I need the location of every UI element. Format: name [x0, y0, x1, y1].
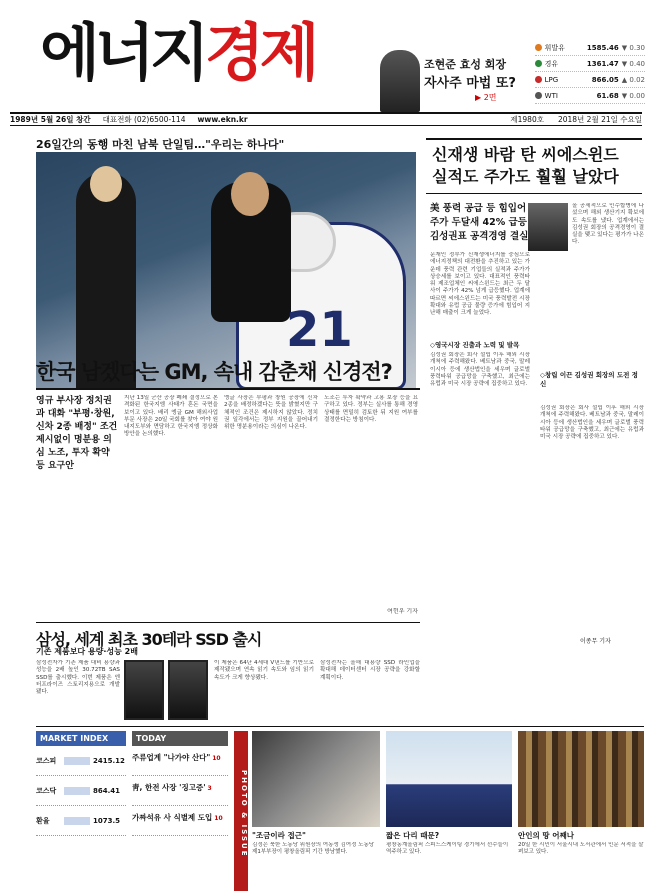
ssd-body-col1: 삼성전자가 기존 제품 대비 용량과 성능을 2배 높인 30.72TB SAS SSD를 출시했다. 이번 제품은 엔터프라이즈 스토리지용으로 개발됐다.: [36, 660, 120, 696]
fuel-price-ticker: [535, 40, 645, 104]
gm-body-col1: 지난 13일 군산 공장 폐쇄 결정으로 본격화된 한국지엠 사태가 혼돈 국면을 보이고 있다. 배리 엥글 GM 해외사업부문 사장은 20일 국회를 찾아 여야 원내지도부와 면담하고 한국지엠 정상화 방안을 논의했다.: [124, 395, 218, 438]
today-item[interactable]: 靑, 한전 사장 '징고증' 3: [132, 776, 228, 806]
market-row: 코스닥 864.41: [36, 776, 126, 806]
photo-issue-image: [386, 731, 512, 827]
ssd-headline[interactable]: 삼성, 세계 최초 30테라 SSD 출시: [36, 622, 420, 650]
photo-issue-item[interactable]: 짧은 다리 때문? 평창동계올림픽 스피드스케이팅 경기에서 선수들이 역주하고 있다.: [386, 731, 512, 891]
newspaper-logo[interactable]: [40, 16, 315, 89]
ceo-portrait: [528, 203, 568, 251]
right-section-heading2: ◇창립 이끈 김성권 회장의 도전 정신: [540, 371, 638, 388]
gasoline-dot-icon: [535, 44, 542, 51]
right-title-line2: 실적도 주가도 훨훨 날았다: [432, 167, 619, 186]
today-item[interactable]: 가짜석유 사 식별제 도입 10: [132, 806, 228, 836]
photo-issue-item[interactable]: 안인의 땅 어째나 20일 한 시민이 서울시내 도서관에서 인문 서적을 살펴보고 있다.: [518, 731, 644, 891]
info-bar: [10, 112, 642, 126]
hockey-photo[interactable]: [36, 152, 416, 390]
logo-part-energy: 에너지: [40, 16, 205, 89]
ticker-row: 경유 1361.47 ▼ 0.40: [535, 56, 645, 72]
market-index: [36, 731, 126, 836]
photo-issue-image: [518, 731, 644, 827]
ticker-row: 휘발유 1585.46 ▼ 0.30: [535, 40, 645, 56]
right-body-col1b: 김성권 회장은 회사 설립 이후 해외 시장 개척에 주력해왔다. 베트남과 중국, 말레이시아 등에 생산법인을 세우며 글로벌 풍력타워 공급망을 구축했고, 최근에는 유럽과 미국 시장 공략에 집중하고 있다.: [430, 352, 530, 388]
ssd-subhead: 기존 제품보다 용량·성능 2배: [36, 647, 138, 656]
today-title: TODAY: [132, 731, 228, 746]
ticker-row: LPG 866.05 ▲ 0.02: [535, 72, 645, 88]
site-url[interactable]: www.ekn.kr: [197, 115, 248, 124]
diesel-dot-icon: [535, 60, 542, 67]
right-body-col3: 김성권 회장은 회사 설립 이후 해외 시장 개척에 주력해왔다. 베트남과 중국, 말레이시아 등에 생산법인을 세우며 글로벌 풍력타워 공급망을 구축했고, 최근에는 유럽과 미국 시장 공략에 집중하고 있다.: [540, 405, 644, 441]
right-subhead: 美 풍력 공급 등 힘입어 주가 두달새 42% 급등 김성권표 공격경영 결실: [430, 203, 529, 242]
photo-figure-coach: [211, 182, 291, 322]
right-body-col2: 올 공세적으로 인수합병에 나섰으며 해외 생산기지 확보에도 속도를 냈다. 업계에서는 김성권 회장의 공격경영이 결실을 맺고 있다는 평가가 나온다.: [572, 203, 644, 246]
ssd-body-col2: 이 제품은 64단 4세대 V낸드를 기반으로 제작됐으며 연속 읽기 속도와 임의 읽기 속도가 크게 향상됐다.: [214, 660, 314, 681]
gm-subhead: 영규 부사장 정치권과 대화 "부평·창원, 신차 2종 배정" 조건 제시없이 명분용 의심 노조, 투자 확약 등 요구안: [36, 396, 118, 471]
photo-issue-item[interactable]: "조금이라 접근" 김정은 북한 노동당 위원장의 여동생 김여정 노동당 제1부부장이 평창올림픽 기간 방남했다.: [252, 731, 380, 891]
founded-date: 1989년 5월 26일 창간: [10, 115, 91, 124]
market-title: MARKET INDEX: [36, 731, 126, 746]
ssd-drive: [124, 660, 164, 720]
right-section-heading1: ◇영국시장 진출과 노력 및 발목: [430, 341, 520, 349]
logo-part-economy: 경제: [204, 16, 315, 89]
market-sparkline: [64, 817, 90, 825]
right-byline: 이종무 기자: [580, 638, 611, 645]
right-body-col1: 문재인 정부가 신재생에너지를 중심으로 에너지정책의 대전환을 추진하고 있는 가운데 풍력 관련 기업들의 실적과 주가가 상승세를 보이고 있다. 대표적인 풍력타워 제조업체인 씨에스윈드는 최근 두 달 사이 주가가 42% 넘게 급등했다. 업계에 따르면 씨에스윈드는 미국 풍력발전 시장 확대와 유럽 공급 물량 증가에 힘입어 지난해 매출이 크게 늘었다.: [430, 252, 530, 317]
ssd-body-col3: 삼성전자는 올해 대용량 SSD 라인업을 확대해 데이터센터 시장 공략을 강화할 계획이다.: [320, 660, 420, 681]
promo-line1: 조현준 효성 회장: [424, 58, 507, 71]
ssd-product-photo: [124, 660, 208, 720]
photo-issue-band: PHOTO & ISSUE: [234, 731, 248, 891]
promo-box[interactable]: [380, 50, 530, 112]
gm-body-col3: 노조는 투자 확약과 고용 보장 등을 요구하고 있다. 정부는 실사를 통해 경영 상태를 면밀히 검토한 뒤 지원 여부를 결정한다는 방침이다.: [324, 395, 418, 423]
gm-headline[interactable]: 한국 남겠다는 GM, 속내 감춘채 신경전?: [36, 360, 392, 384]
masthead: [0, 0, 650, 110]
top-story-kicker[interactable]: 26일간의 동행 마친 남북 단일팀…"우리는 하나다": [36, 138, 285, 151]
today-box: [132, 731, 228, 836]
ssd-drive: [168, 660, 208, 720]
divider: [36, 388, 420, 390]
ticker-row: WTI 61.68 ▼ 0.00: [535, 88, 645, 104]
promo-line2: 자사주 마법 또?: [424, 76, 516, 91]
market-sparkline: [64, 757, 90, 765]
market-row: 코스피 2415.12: [36, 746, 126, 776]
bottom-section: [36, 726, 644, 894]
promo-page: ▶ 2면: [475, 93, 497, 102]
jersey-number: 21: [286, 302, 353, 358]
market-row: 환율 1073.5: [36, 806, 126, 836]
promo-portrait: [380, 50, 420, 112]
wti-dot-icon: [535, 92, 542, 99]
right-column-title[interactable]: [426, 138, 642, 194]
photo-issue-image: [252, 731, 380, 827]
market-sparkline: [64, 787, 90, 795]
phone-number: 대표전화 (02)6500-114: [102, 115, 186, 124]
right-title-line1: 신재생 바람 탄 씨에스윈드: [432, 145, 619, 164]
issue-date: 2018년 2월 21일 수요일: [557, 115, 642, 124]
today-item[interactable]: 주류업계 "나가야 산다" 10: [132, 746, 228, 776]
gm-byline: 여헌우 기자: [387, 608, 418, 615]
issue-number: 제1980호: [510, 115, 544, 124]
gm-body-col2: 엥글 사장은 부평과 창원 공장에 신차 2종을 배정하겠다는 뜻을 밝혔지만 구체적인 조건은 제시하지 않았다. 정치권 일각에서는 정부 지원을 끌어내기 위한 명분용이라는 의심이 나온다.: [224, 395, 318, 431]
lpg-dot-icon: [535, 76, 542, 83]
